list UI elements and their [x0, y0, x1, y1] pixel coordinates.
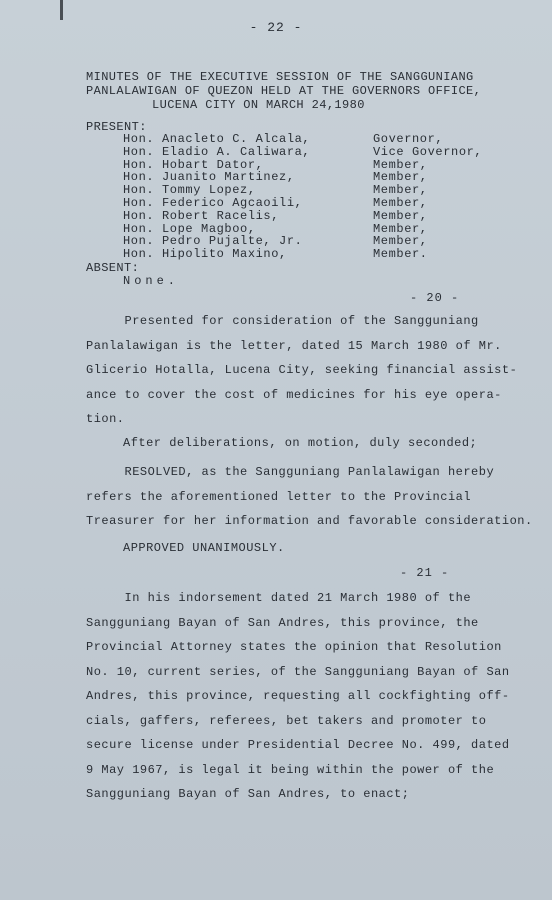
- paragraph-line: Provincial Attorney states the opinion that Resolution: [86, 640, 502, 654]
- paragraph-line: Presented for consideration of the Sangguniang: [86, 314, 479, 328]
- item-number-20: - 20 -: [410, 291, 460, 305]
- attendee-name: Hon. Lope Magboo,: [123, 221, 256, 236]
- attendee-row: [123, 248, 523, 261]
- attendee-name: Hon. Juanito Martinez,: [123, 170, 295, 185]
- paragraph-line: secure license under Presidential Decree No. 499, dated: [86, 738, 510, 752]
- attendee-row: [123, 146, 523, 159]
- attendee-list: [123, 133, 523, 261]
- binding-mark: [60, 0, 63, 20]
- page-number: - 22 -: [249, 20, 303, 35]
- paragraph-line: Treasurer for her information and favorable consideration.: [86, 514, 533, 528]
- attendee-role: Member,: [373, 157, 428, 172]
- item-21-paragraph: [86, 586, 518, 807]
- attendee-role: Member,: [373, 208, 428, 223]
- attendee-role: Vice Governor,: [373, 144, 483, 159]
- paragraph-line: 9 May 1967, is legal it being within the power of the: [86, 762, 495, 777]
- paragraph-line: RESOLVED, as the Sangguniang Panlalawigan hereby: [86, 465, 495, 479]
- paragraph-line: Andres, this province, requesting all cockfighting off-: [86, 689, 510, 703]
- attendee-name: Hon. Tommy Lopez,: [123, 183, 256, 198]
- attendee-name: Hon. Federico Agcaoili,: [123, 195, 303, 210]
- attendee-role: Governor,: [373, 132, 444, 146]
- attendee-role: Member,: [373, 195, 428, 210]
- paragraph-line: No. 10, current series, of the Sangguniang Bayan of San: [86, 664, 510, 679]
- deliberation-line: After deliberations, on motion, duly seconded;: [123, 436, 478, 450]
- approved-line: APPROVED UNANIMOUSLY.: [123, 541, 285, 555]
- attendee-name: Hon. Pedro Pujalte, Jr.: [123, 234, 303, 249]
- title-line-3: LUCENA CITY ON MARCH 24,1980: [152, 98, 365, 112]
- title-line-2: PANLALAWIGAN OF QUEZON HELD AT THE GOVERNORS OFFICE,: [86, 84, 482, 98]
- attendee-name: Hon. Hipolito Maxino,: [123, 247, 287, 262]
- attendee-role: Member,: [373, 170, 428, 185]
- absent-label: ABSENT:: [86, 261, 140, 275]
- paragraph-line: ance to cover the cost of medicines for his eye opera-: [86, 387, 502, 402]
- item-20-paragraph: [86, 309, 518, 432]
- paragraph-line: tion.: [86, 412, 125, 426]
- attendee-name: Hon. Hobart Dator,: [123, 157, 264, 172]
- attendee-row: [123, 210, 523, 223]
- absent-value: None.: [123, 274, 180, 288]
- present-label: PRESENT:: [86, 120, 147, 134]
- paragraph-line: refers the aforementioned letter to the Provincial: [86, 489, 472, 504]
- item-number-21: - 21 -: [400, 566, 450, 580]
- attendee-role: Member,: [373, 183, 428, 198]
- attendee-row: [123, 197, 523, 210]
- attendee-name: Hon. Anacleto C. Alcala,: [123, 132, 311, 146]
- minutes-title: [86, 70, 506, 112]
- paragraph-line: cials, gaffers, referees, bet takers and promoter to: [86, 713, 487, 728]
- paragraph-line: Sangguniang Bayan of San Andres, this province, the: [86, 615, 479, 630]
- attendee-role: Member,: [373, 221, 428, 236]
- attendee-role: Member,: [373, 234, 428, 249]
- paragraph-line: Sangguniang Bayan of San Andres, to enact;: [86, 787, 410, 801]
- attendee-row: [123, 133, 523, 146]
- attendee-role: Member.: [373, 247, 428, 262]
- attendee-name: Hon. Robert Racelis,: [123, 208, 280, 223]
- paragraph-line: Glicerio Hotalla, Lucena City, seeking financial assist-: [86, 363, 518, 377]
- resolved-paragraph: [86, 460, 533, 534]
- paragraph-line: Panlalawigan is the letter, dated 15 March 1980 of Mr.: [86, 338, 502, 353]
- title-line-1: MINUTES OF THE EXECUTIVE SESSION OF THE SANGGUNIANG: [86, 70, 474, 84]
- attendee-name: Hon. Eladio A. Caliwara,: [123, 144, 311, 159]
- paragraph-line: In his indorsement dated 21 March 1980 of the: [86, 591, 472, 605]
